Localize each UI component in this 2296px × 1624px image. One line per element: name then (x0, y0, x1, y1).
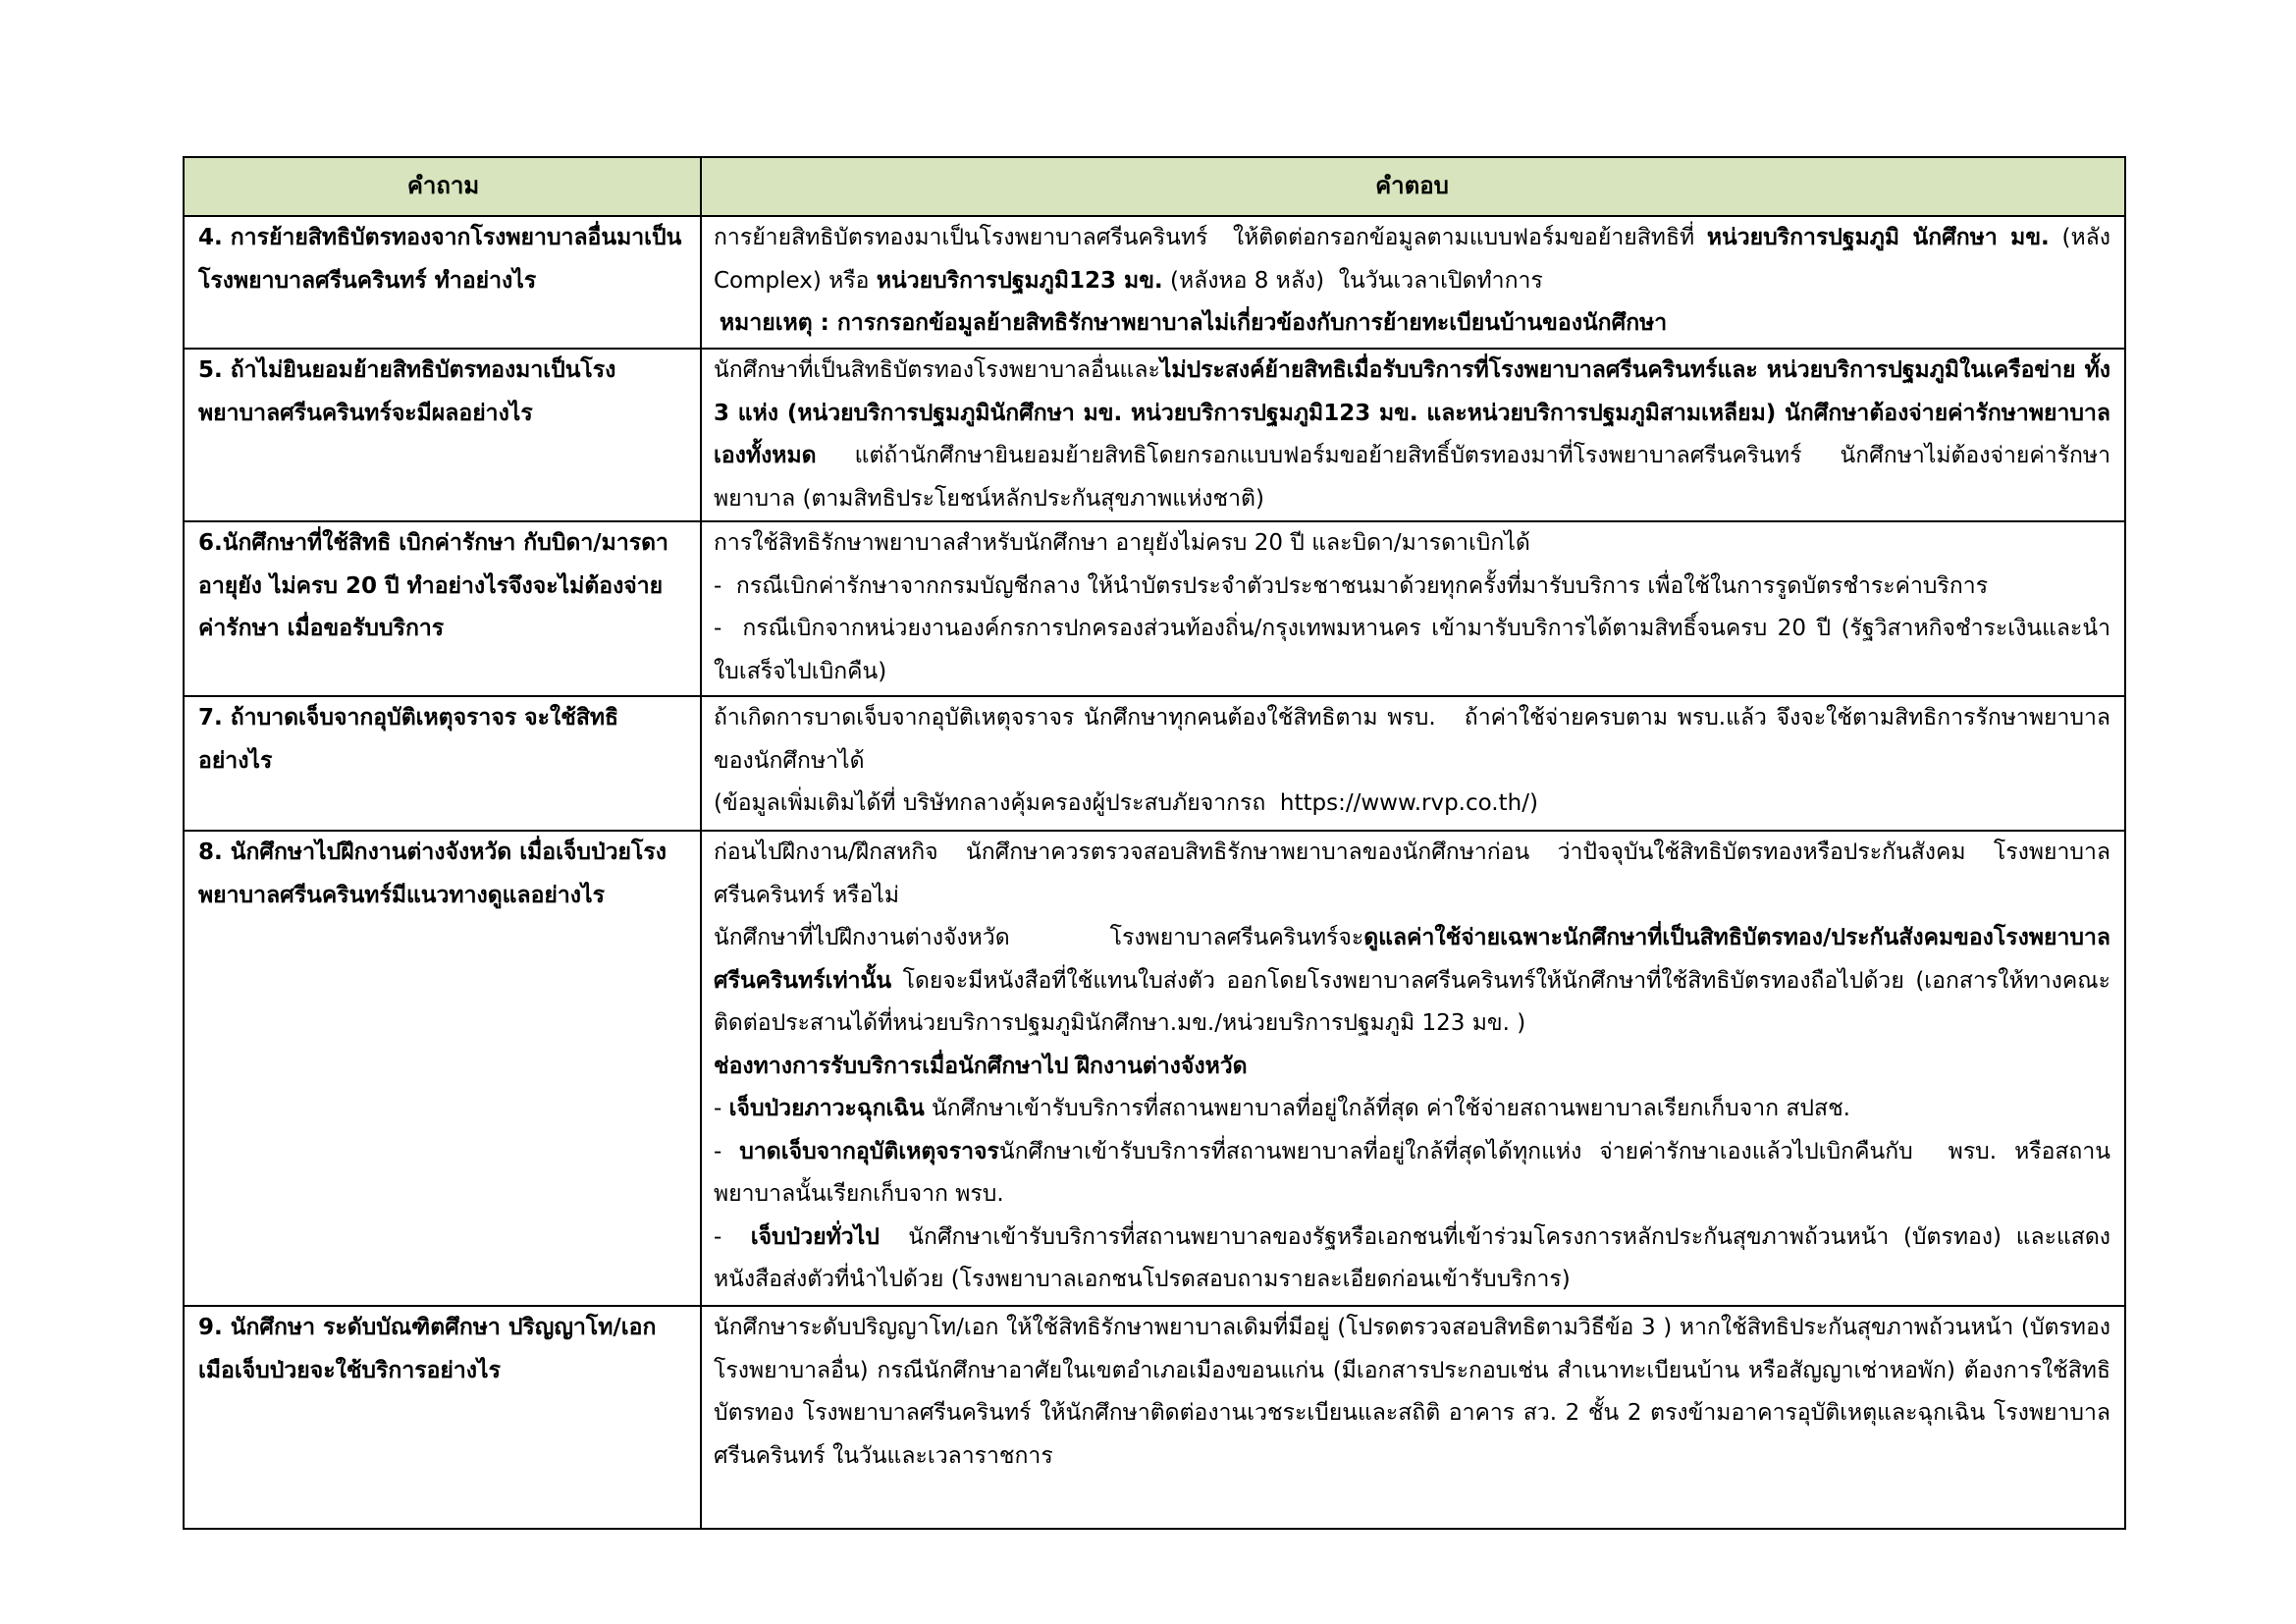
answer-cell (702, 217, 2124, 348)
question-cell: 9. นักศึกษา ระดับบัณฑิตศึกษา ปริญญาโท/เอก เมือเจ็บป่วยจะใช้บริการอย่างไร (185, 1307, 702, 1528)
answer-paragraph (714, 217, 2118, 302)
table-row (185, 1307, 2124, 1528)
answer-text: นักศึกษาเข้ารับบริการที่สถานพยาบาลที่อยู่ใกล้ที่สุด ค่าใช้จ่ายสถานพยาบาลเรียกเก็บจาก สปสช. (924, 1096, 1850, 1121)
answer-bold-text: ดูแลค่าใช้จ่ายเฉพาะนักศึกษาที่เป็นสิทธิบัตรทอง/ประกันสังคมของโรงพยาบาลศรีนครินทร์เท่านั้น (714, 925, 2110, 994)
answer-bold-text: หน่วยบริการปฐมภูมิ นักศึกษา มข. (1706, 225, 2050, 250)
answer-text: นักศึกษาระดับปริญญาโท/เอก ให้ใช้สิทธิรักษาพยาบาลเดิมที่มีอยู่ (โปรดตรวจสอบสิทธิตามวิธีข้อ 3 ) หากใช้สิทธิประกันสุขภาพถ้วนหน้า (บัตรทองโรงพยาบาลอื่น) กรณีนักศึกษาอาศัยในเขตอำเภอเมืองขอนแก่น (มีเอกสารประกอบเช่น สำเนาทะเบียนบ้าน หรือสัญญาเช่าหอพัก) ต้องการใช้สิทธิบัตรทอง โรงพยาบาลศรีนครินทร์ ให้นักศึกษาติดต่องานเวชระเบียนและสถิติ อาคาร สว. 2 ชั้น 2 ตรงข้ามอาคารอุบัติเหตุและฉุกเฉิน โรงพยาบาลศรีนครินทร์ ในวันและเวลาราชการ (714, 1315, 2110, 1469)
answer-text: นักศึกษาที่เป็นสิทธิบัตรทองโรงพยาบาลอื่นและ (714, 357, 1160, 383)
list-bullet: - (714, 1223, 751, 1250)
answer-paragraph (714, 697, 2110, 783)
column-header-question: คำถาม (185, 158, 702, 215)
answer-bold-text: ช่องทางการรับบริการเมื่อนักศึกษาไป ฝึกงานต่างจังหวัด (714, 1053, 1248, 1079)
note-paragraph (714, 302, 2110, 346)
list-bullet: - (714, 1138, 740, 1164)
answer-text: นักศึกษาเข้ารับบริการที่สถานพยาบาลของรัฐหรือเอกชนที่เข้าร่วมโครงการหลักประกันสุขภาพถ้วนหน้า (บัตรทอง) และแสดงหนังสือส่งตัวที่นำไปด้วย (โรงพยาบาลเอกชนโปรดสอบถามรายละเอียดก่อนเข้ารับบริการ) (714, 1223, 2111, 1292)
answer-text: โดยจะมีหนังสือที่ใช้แทนใบส่งตัว ออกโดยโรงพยาบาลศรีนครินทร์ให้นักศึกษาที่ใช้สิทธิบัตรทองถือไปด้วย (เอกสารให้ทางคณะติดต่อประสานได้ที่หน่วยบริการปฐมภูมินักศึกษา.มข./หน่วยบริการปฐมภูมิ 123 มข. ) (714, 967, 2110, 1036)
answer-bold-text: บาดเจ็บจากอุบัติเหตุจราจร (739, 1138, 999, 1164)
table-row (185, 522, 2124, 697)
question-cell: 6.นักศึกษาที่ใช้สิทธิ เบิกค่ารักษา กับบิดา/มารดา อายุยัง ไม่ครบ 20 ปี ทำอย่างไรจึงจะไม่ต้องจ่ายค่ารักษา เมื่อขอรับบริการ (185, 522, 702, 695)
answer-text: นักศึกษาที่ไปฝึกงานต่างจังหวัด โรงพยาบาลศรีนครินทร์จะ (714, 925, 1364, 950)
answer-paragraph (714, 917, 2110, 1046)
list-item (714, 1131, 2110, 1217)
section-heading (714, 1046, 2110, 1089)
answer-text: การใช้สิทธิรักษาพยาบาลสำหรับนักศึกษา อายุยังไม่ครบ 20 ปี และบิดา/มารดาเบิกได้ (714, 530, 1530, 556)
answer-text: ก่อนไปฝึกงาน/ฝึกสหกิจ นักศึกษาควรตรวจสอบสิทธิรักษาพยาบาลของนักศึกษาก่อน ว่าปัจจุบันใช้สิทธิบัตรทองหรือประกันสังคม โรงพยาบาลศรีนครินทร์ หรือไม่ (714, 839, 2110, 908)
answer-paragraph (714, 350, 2119, 520)
table-header-row (185, 158, 2124, 217)
answer-cell (702, 522, 2124, 695)
list-item (714, 566, 2110, 609)
answer-bold-text: เจ็บป่วยภาวะฉุกเฉิน (728, 1096, 925, 1121)
column-header-answer: คำตอบ (1375, 172, 1449, 200)
question-cell: 4. การย้ายสิทธิบัตรทองจากโรงพยาบาลอื่นมาเป็นโรงพยาบาลศรีนครินทร์ ทำอย่างไร (185, 217, 702, 348)
table-row (185, 832, 2124, 1307)
list-bullet: - (714, 1096, 729, 1121)
answer-cell (702, 1307, 2124, 1528)
note-text: หมายเหตุ : การกรอกข้อมูลย้ายสิทธิรักษาพยาบาลไม่เกี่ยวข้องกับการย้ายทะเบียนบ้านของนักศึกษา (720, 310, 1668, 336)
question-cell: 5. ถ้าไม่ยินยอมย้ายสิทธิบัตรทองมาเป็นโรงพยาบาลศรีนครินทร์จะมีผลอย่างไร (185, 350, 702, 520)
answer-text: ถ้าเกิดการบาดเจ็บจากอุบัติเหตุจราจร นักศึกษาทุกคนต้องใช้สิทธิตาม พรบ. ถ้าค่าใช้จ่ายครบตาม พรบ.แล้ว จึงจะใช้ตามสิทธิการรักษาพยาบาลของนักศึกษาได้ (714, 705, 2110, 774)
answer-text: นักศึกษาเข้ารับบริการที่สถานพยาบาลที่อยู่ใกล้ที่สุดได้ทุกแห่ง จ่ายค่ารักษาเองแล้วไปเบิกคืนกับ พรบ. หรือสถานพยาบาลนั้นเรียกเก็บจาก พรบ. (714, 1138, 2110, 1207)
faq-table (183, 156, 2126, 1530)
answer-bold-text: ไม่ประสงค์ย้ายสิทธิเมื่อรับบริการที่โรงพยาบาลศรีนครินทร์และ หน่วยบริการปฐมภูมิในเครือข่าย ทั้ง 3 แห่ง (หน่วยบริการปฐมภูมินักศึกษา มข. หน่วยบริการปฐมภูมิ123 มข. และหน่วยบริการปฐมภูมิสามเหลียม) นักศึกษาต้องจ่ายค่ารักษาพยาบาลเองทั้งหมด (714, 357, 2119, 468)
answer-paragraph (714, 832, 2110, 917)
list-item (714, 1088, 2110, 1131)
question-cell: 7. ถ้าบาดเจ็บจากอุบัติเหตุจราจร จะใช้สิทธิอย่างไร (185, 697, 702, 830)
answer-text: - กรณีเบิกจากหน่วยงานองค์กรการปกครองส่วนท้องถิ่น/กรุงเทพมหานคร เข้ามารับบริการได้ตามสิทธิ์จนครบ 20 ปี (รัฐวิสาหกิจชำระเงินและนำใบเสร็จไปเบิกคืน) (714, 616, 2110, 684)
answer-text: (หลัง Complex) หรือ (714, 225, 2118, 294)
answer-bold-text: เจ็บป่วยทั่วไป (750, 1223, 880, 1250)
answer-text: (หลังหอ 8 หลัง) ในวันเวลาเปิดทำการ (1162, 267, 1543, 294)
reference-text: (ข้อมูลเพิ่มเติมได้ที่ บริษัทกลางคุ้มครองผู้ประสบภัยจากรถ https://www.rvp.co.th/) (714, 790, 1538, 816)
table-row (185, 217, 2124, 350)
answer-paragraph (714, 783, 2110, 826)
table-row (185, 350, 2124, 522)
list-item (714, 1217, 2110, 1302)
answer-paragraph (714, 522, 2110, 566)
answer-cell (702, 350, 2124, 520)
list-item (714, 608, 2110, 693)
answer-cell (702, 697, 2124, 830)
answer-text: - กรณีเบิกค่ารักษาจากกรมบัญชีกลาง ให้นำบัตรประจำตัวประชาชนมาด้วยทุกครั้งที่มารับบริการ เพื่อใช้ในการรูดบัตรชำระค่าบริการ (714, 572, 1989, 599)
question-cell: 8. นักศึกษาไปฝึกงานต่างจังหวัด เมื่อเจ็บป่วยโรงพยาบาลศรีนครินทร์มีแนวทางดูแลอย่างไร (185, 832, 702, 1305)
answer-cell (702, 832, 2124, 1305)
answer-text: การย้ายสิทธิบัตรทองมาเป็นโรงพยาบาลศรีนครินทร์ ให้ติดต่อกรอกข้อมูลตามแบบฟอร์มขอย้ายสิทธิที่ (714, 225, 1707, 250)
answer-text: แต่ถ้านักศึกษายินยอมย้ายสิทธิโดยกรอกแบบฟอร์มขอย้ายสิทธิ์บัตรทองมาที่โรงพยาบาลศรีนครินทร์ นักศึกษาไม่ต้องจ่ายค่ารักษาพยาบาล (ตามสิทธิประโยชน์หลักประกันสุขภาพแห่งชาติ) (714, 443, 2110, 512)
answer-paragraph (714, 1307, 2110, 1478)
table-row (185, 697, 2124, 832)
answer-bold-text: หน่วยบริการปฐมภูมิ123 มข. (876, 267, 1163, 294)
